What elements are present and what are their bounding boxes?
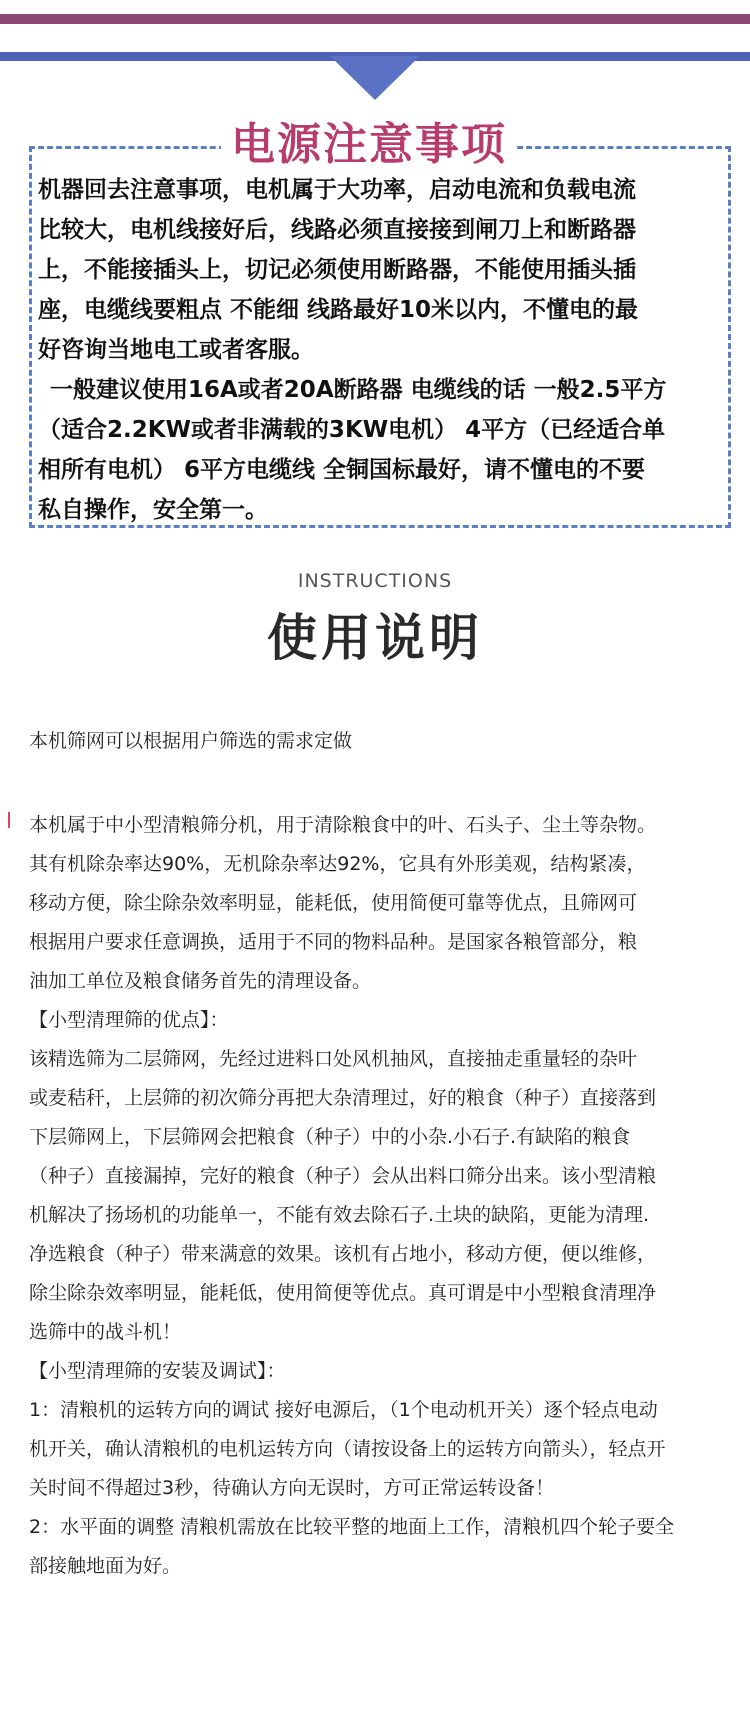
instructions-heading-en: INSTRUCTIONS (297, 570, 453, 592)
notice-line: 好咨询当地电工或者客服。 (38, 337, 314, 363)
intro-text: 本机筛网可以根据用户筛选的需求定做 (29, 730, 353, 752)
text-marker (8, 812, 10, 828)
notice-line: 相所有电机） 6平方电缆线 全铜国标最好，请不懂电的不要 (38, 457, 646, 483)
body-line: 该精选筛为二层筛网，先经过进料口处风机抽风，直接抽走重量轻的杂叶 (29, 1048, 638, 1070)
notice-line: 一般建议使用16A或者20A断路器 电缆线的话 一般2.5平方 (50, 377, 667, 403)
notice-line: （适合2.2KW或者非满载的3KW电机） 4平方（已经适合单 (38, 417, 666, 443)
notice-body (38, 170, 728, 530)
body-line: 1：清粮机的运转方向的调试 接好电源后，（1个电动机开关）逐个轻点电动 (29, 1399, 658, 1421)
notice-line: 机器回去注意事项，电机属于大功率，启动电流和负载电流 (38, 177, 636, 203)
body-line: （种子）直接漏掉，完好的粮食（种子）会从出料口筛分出来。该小型清粮 (29, 1165, 657, 1187)
body-line: 除尘除杂效率明显，能耗低，使用简便等优点。真可谓是中小型粮食清理净 (29, 1282, 657, 1304)
body-line: 下层筛网上，下层筛网会把粮食（种子）中的小杂.小石子.有缺陷的粮食 (29, 1126, 631, 1148)
body-line: 2：水平面的调整 清粮机需放在比较平整的地面上工作，清粮机四个轮子要全 (29, 1516, 675, 1538)
body-line: 根据用户要求任意调换，适用于不同的物料品种。是国家各粮管部分，粮 (29, 931, 638, 953)
body-line: 部接触地面为好。 (29, 1555, 182, 1577)
chevron-down-icon (0, 56, 750, 106)
body-line: 机解决了扬场机的功能单一，不能有效去除石子.土块的缺陷，更能为清理. (29, 1204, 650, 1226)
top-purple-band (0, 14, 750, 24)
body-line: 关时间不得超过3秒，待确认方向无误时，方可正常运转设备！ (29, 1477, 555, 1499)
body-line: 净选粮食（种子）带来满意的效果。该机有占地小，移动方便，便以维修， (29, 1243, 657, 1265)
notice-line: 私自操作，安全第一。 (38, 497, 268, 523)
body-line: 本机属于中小型清粮筛分机，用于清除粮食中的叶、石头子、尘土等杂物。 (29, 814, 657, 836)
notice-title: 电源注意事项 (221, 113, 517, 179)
notice-line: 座，电缆线要粗点 不能细 线路最好10米以内，不懂电的最 (38, 297, 639, 323)
instructions-body (29, 806, 734, 1586)
notice-line: 上，不能接插头上，切记必须使用断路器，不能使用插头插 (38, 257, 636, 283)
body-line: 其有机除杂率达90%，无机除杂率达92%，它具有外形美观，结构紧凑， (29, 853, 646, 875)
notice-line: 比较大，电机线接好后，线路必须直接接到闸刀上和断路器 (38, 217, 636, 243)
body-line: 或麦秸秆，上层筛的初次筛分再把大杂清理过，好的粮食（种子）直接落到 (29, 1087, 657, 1109)
body-line: 油加工单位及粮食储务首先的清理设备。 (29, 970, 372, 992)
section-heading: 【小型清理筛的安装及调试】： (29, 1360, 286, 1382)
body-line: 选筛中的战斗机！ (29, 1321, 182, 1343)
section-heading: 【小型清理筛的优点】： (29, 1009, 229, 1031)
instructions-heading-cn: 使用说明 (267, 609, 483, 667)
body-line: 机开关，确认清粮机的电机运转方向（请按设备上的运转方向箭头），轻点开 (29, 1438, 666, 1460)
body-line: 移动方便，除尘除杂效率明显，能耗低，使用简便可靠等优点，且筛网可 (29, 892, 638, 914)
